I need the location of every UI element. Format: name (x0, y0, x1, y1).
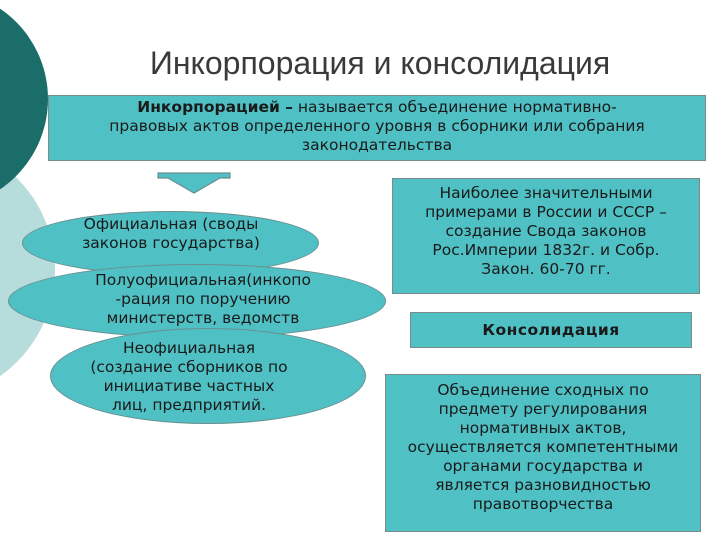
decorative-circle-dark (0, 0, 48, 208)
consolidation-definition-box (385, 374, 701, 532)
slide-title: Инкорпорация и консолидация (149, 45, 611, 81)
definition-term: Инкорпорацией – (137, 98, 293, 116)
consolidation-label-box (410, 312, 692, 348)
unofficial-type-text: Неофициальная (создание сборников по инициативе частных лиц, предприятий. (90, 339, 288, 414)
examples-box (392, 178, 700, 294)
consolidation-definition-text: Объединение сходных по предмету регулирования нормативных актов, осуществляется компетентными органами государства и является разновидностью правотворчества (407, 381, 679, 513)
down-arrow-icon (154, 172, 234, 194)
consolidation-label: Консолидация (482, 321, 620, 339)
definition-line-1 (49, 98, 705, 117)
incorporation-definition-box (48, 95, 706, 161)
definition-line-2: правовых актов определенного уровня в сборники или собрания (109, 117, 645, 135)
official-type-text: Официальная (своды законов государства) (82, 215, 260, 252)
examples-text: Наиболее значительными примерами в России и СССР – создание Свода законов Рос.Империи 1832г. и Собр. Закон. 60-70 гг. (425, 184, 667, 278)
definition-text-1: называется объединение нормативно- (292, 98, 617, 116)
semiofficial-type-text: Полуофициальная(инкопо -рация по поручению министерств, ведомств (95, 271, 311, 327)
definition-line-3: законодательства (301, 136, 453, 154)
